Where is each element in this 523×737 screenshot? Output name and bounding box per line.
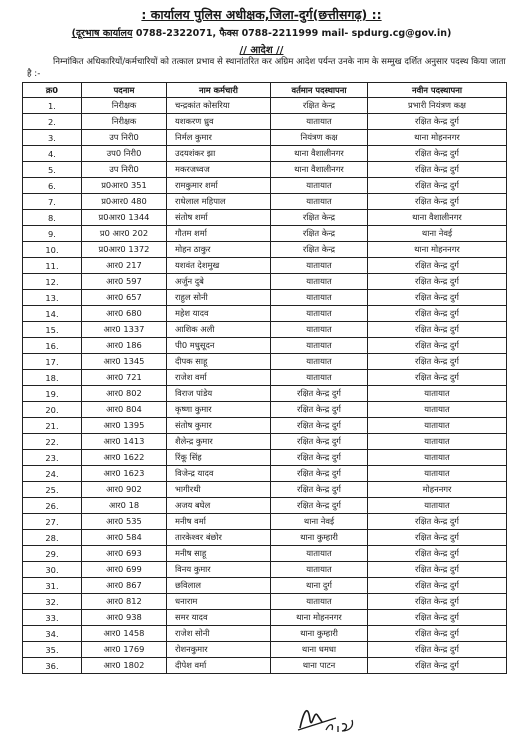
serial-number-cell: 19. xyxy=(23,386,82,402)
current-posting-cell: यातायात xyxy=(271,322,368,338)
table-row xyxy=(23,594,507,610)
table-row xyxy=(23,290,507,306)
current-posting-cell: यातायात xyxy=(271,546,368,562)
employee-name-cell: समर यादव xyxy=(167,610,271,626)
table-row xyxy=(23,210,507,226)
new-posting-cell: रक्षित केन्द्र दुर्ग xyxy=(368,610,507,626)
serial-number-cell: 33. xyxy=(23,610,82,626)
designation-cell: आर0 1622 xyxy=(82,450,167,466)
new-posting-cell: यातायात xyxy=(368,450,507,466)
employee-name-cell: उदयशंकर झा xyxy=(167,146,271,162)
serial-number-cell: 22. xyxy=(23,434,82,450)
table-row xyxy=(23,242,507,258)
table-row xyxy=(23,354,507,370)
new-posting-cell: रक्षित केन्द्र दुर्ग xyxy=(368,162,507,178)
designation-cell: आर0 693 xyxy=(82,546,167,562)
designation-cell: उप निरी0 xyxy=(82,162,167,178)
employee-name-cell: चन्द्रकांत कोसरिया xyxy=(167,98,271,114)
current-posting-cell: यातायात xyxy=(271,338,368,354)
contact-details: 0788-2322071, फैक्स 0788-2211999 mail- spdurg.cg@gov.in) xyxy=(135,28,452,39)
header-designation: पदनाम xyxy=(82,83,167,98)
serial-number-cell: 23. xyxy=(23,450,82,466)
employee-name-cell: राहुल सोनी xyxy=(167,290,271,306)
new-posting-cell: रक्षित केन्द्र दुर्ग xyxy=(368,514,507,530)
new-posting-cell: रक्षित केन्द्र दुर्ग xyxy=(368,530,507,546)
employee-name-cell: मनीष वर्मा xyxy=(167,514,271,530)
new-posting-cell: रक्षित केन्द्र दुर्ग xyxy=(368,562,507,578)
designation-cell: प्र0आर0 1372 xyxy=(82,242,167,258)
table-row xyxy=(23,322,507,338)
current-posting-cell: रक्षित केन्द्र दुर्ग xyxy=(271,386,368,402)
serial-number-cell: 2. xyxy=(23,114,82,130)
header-new-posting: नवीन पदस्थापना xyxy=(368,83,507,98)
designation-cell: आर0 680 xyxy=(82,306,167,322)
serial-number-cell: 1. xyxy=(23,98,82,114)
serial-number-cell: 26. xyxy=(23,498,82,514)
designation-cell: आर0 217 xyxy=(82,258,167,274)
employee-name-cell: अर्जुन दुबे xyxy=(167,274,271,290)
serial-number-cell: 34. xyxy=(23,626,82,642)
current-posting-cell: यातायात xyxy=(271,178,368,194)
current-posting-cell: थाना वैशालीनगर xyxy=(271,162,368,178)
table-row xyxy=(23,194,507,210)
current-posting-cell: थाना पाटन xyxy=(271,658,368,674)
table-body xyxy=(23,98,507,674)
designation-cell: प्र0आर0 480 xyxy=(82,194,167,210)
current-posting-cell: रक्षित केन्द्र दुर्ग xyxy=(271,482,368,498)
table-row xyxy=(23,450,507,466)
employee-name-cell: विनय कुमार xyxy=(167,562,271,578)
new-posting-cell: रक्षित केन्द्र दुर्ग xyxy=(368,338,507,354)
employee-name-cell: दीपेश वर्मा xyxy=(167,658,271,674)
serial-number-cell: 16. xyxy=(23,338,82,354)
employee-name-cell: राजेश सोनी xyxy=(167,626,271,642)
table-row xyxy=(23,306,507,322)
table-row xyxy=(23,338,507,354)
table-row xyxy=(23,386,507,402)
office-title: : कार्यालय पुलिस अधीक्षक,जिला-दुर्ग(छत्तीसगढ़) :: xyxy=(141,7,382,22)
employee-name-cell: विराज पांडेय xyxy=(167,386,271,402)
table-row xyxy=(23,98,507,114)
current-posting-cell: रक्षित केन्द्र xyxy=(271,242,368,258)
new-posting-cell: रक्षित केन्द्र दुर्ग xyxy=(368,546,507,562)
employee-name-cell: महेश यादव xyxy=(167,306,271,322)
header-current-posting: वर्तमान पदस्थापना xyxy=(271,83,368,98)
current-posting-cell: यातायात xyxy=(271,370,368,386)
new-posting-cell: थाना वैशालीनगर xyxy=(368,210,507,226)
header-employee-name: नाम कर्मचारी xyxy=(167,83,271,98)
table-row xyxy=(23,162,507,178)
designation-cell: आर0 721 xyxy=(82,370,167,386)
current-posting-cell: यातायात xyxy=(271,194,368,210)
serial-number-cell: 6. xyxy=(23,178,82,194)
employee-name-cell: संतोष शर्मा xyxy=(167,210,271,226)
designation-cell: उप0 निरी0 xyxy=(82,146,167,162)
employee-name-cell: संतोष कुमार xyxy=(167,418,271,434)
designation-cell: आर0 1345 xyxy=(82,354,167,370)
serial-number-cell: 28. xyxy=(23,530,82,546)
table-row xyxy=(23,642,507,658)
table-row xyxy=(23,130,507,146)
employee-name-cell: शैलेन्द्र कुमार xyxy=(167,434,271,450)
employee-name-cell: रोशनकुमार xyxy=(167,642,271,658)
serial-number-cell: 9. xyxy=(23,226,82,242)
current-posting-cell: यातायात xyxy=(271,562,368,578)
employee-name-cell: मोहन ठाकुर xyxy=(167,242,271,258)
new-posting-cell: रक्षित केन्द्र दुर्ग xyxy=(368,146,507,162)
new-posting-cell: रक्षित केन्द्र दुर्ग xyxy=(368,594,507,610)
serial-number-cell: 7. xyxy=(23,194,82,210)
employee-name-cell: धनाराम xyxy=(167,594,271,610)
table-row xyxy=(23,482,507,498)
serial-number-cell: 20. xyxy=(23,402,82,418)
table-row xyxy=(23,178,507,194)
designation-cell: आर0 1802 xyxy=(82,658,167,674)
new-posting-cell: रक्षित केन्द्र दुर्ग xyxy=(368,370,507,386)
table-header-row xyxy=(23,83,507,98)
designation-cell: आर0 1623 xyxy=(82,466,167,482)
new-posting-cell: प्रभारी नियंत्रण कक्ष xyxy=(368,98,507,114)
designation-cell: आर0 186 xyxy=(82,338,167,354)
designation-cell: आर0 535 xyxy=(82,514,167,530)
designation-cell: आर0 902 xyxy=(82,482,167,498)
serial-number-cell: 5. xyxy=(23,162,82,178)
serial-number-cell: 8. xyxy=(23,210,82,226)
new-posting-cell: रक्षित केन्द्र दुर्ग xyxy=(368,194,507,210)
employee-name-cell: आशिक अली xyxy=(167,322,271,338)
table-row xyxy=(23,114,507,130)
current-posting-cell: रक्षित केन्द्र दुर्ग xyxy=(271,450,368,466)
current-posting-cell: थाना वैशालीनगर xyxy=(271,146,368,162)
current-posting-cell: नियंत्रण कक्ष xyxy=(271,130,368,146)
serial-number-cell: 30. xyxy=(23,562,82,578)
current-posting-cell: यातायात xyxy=(271,354,368,370)
table-row xyxy=(23,418,507,434)
new-posting-cell: रक्षित केन्द्र दुर्ग xyxy=(368,178,507,194)
current-posting-cell: थाना नेवई xyxy=(271,514,368,530)
table-row xyxy=(23,146,507,162)
designation-cell: आर0 804 xyxy=(82,402,167,418)
new-posting-cell: रक्षित केन्द्र दुर्ग xyxy=(368,114,507,130)
designation-cell: आर0 1413 xyxy=(82,434,167,450)
employee-name-cell: कृष्णा कुमार xyxy=(167,402,271,418)
serial-number-cell: 31. xyxy=(23,578,82,594)
current-posting-cell: यातायात xyxy=(271,290,368,306)
order-heading: // आदेश // xyxy=(239,45,284,56)
new-posting-cell: रक्षित केन्द्र दुर्ग xyxy=(368,290,507,306)
contact-line xyxy=(0,26,523,39)
current-posting-cell: रक्षित केन्द्र दुर्ग xyxy=(271,418,368,434)
employee-name-cell: निर्मल कुमार xyxy=(167,130,271,146)
employee-name-cell: मनीष साहू xyxy=(167,546,271,562)
employee-name-cell: पी0 मधुसूदन xyxy=(167,338,271,354)
new-posting-cell: रक्षित केन्द्र दुर्ग xyxy=(368,658,507,674)
serial-number-cell: 12. xyxy=(23,274,82,290)
current-posting-cell: रक्षित केन्द्र दुर्ग xyxy=(271,498,368,514)
serial-number-cell: 13. xyxy=(23,290,82,306)
designation-cell: आर0 657 xyxy=(82,290,167,306)
employee-name-cell: मकरजध्वज xyxy=(167,162,271,178)
designation-cell: आर0 584 xyxy=(82,530,167,546)
designation-cell: आर0 18 xyxy=(82,498,167,514)
employee-name-cell: राधेलाल महिपाल xyxy=(167,194,271,210)
current-posting-cell: यातायात xyxy=(271,114,368,130)
employee-name-cell: यशकरण ध्रुव xyxy=(167,114,271,130)
table-row xyxy=(23,578,507,594)
designation-cell: प्र0 आर0 202 xyxy=(82,226,167,242)
table-row xyxy=(23,546,507,562)
table-row xyxy=(23,514,507,530)
new-posting-cell: यातायात xyxy=(368,466,507,482)
designation-cell: प्र0आर0 351 xyxy=(82,178,167,194)
serial-number-cell: 21. xyxy=(23,418,82,434)
new-posting-cell: यातायात xyxy=(368,418,507,434)
designation-cell: आर0 1337 xyxy=(82,322,167,338)
serial-number-cell: 11. xyxy=(23,258,82,274)
designation-cell: आर0 867 xyxy=(82,578,167,594)
table-row xyxy=(23,610,507,626)
designation-cell: निरीक्षक xyxy=(82,114,167,130)
new-posting-cell: यातायात xyxy=(368,498,507,514)
employee-name-cell: रिंकू सिंह xyxy=(167,450,271,466)
employee-name-cell: अजय बघेल xyxy=(167,498,271,514)
new-posting-cell: थाना नेवई xyxy=(368,226,507,242)
current-posting-cell: रक्षित केन्द्र दुर्ग xyxy=(271,402,368,418)
current-posting-cell: रक्षित केन्द्र xyxy=(271,210,368,226)
new-posting-cell: रक्षित केन्द्र दुर्ग xyxy=(368,626,507,642)
current-posting-cell: थाना कुम्हारी xyxy=(271,626,368,642)
designation-cell: उप निरी0 xyxy=(82,130,167,146)
current-posting-cell: रक्षित केन्द्र xyxy=(271,98,368,114)
current-posting-cell: यातायात xyxy=(271,258,368,274)
table-row xyxy=(23,658,507,674)
designation-cell: आर0 597 xyxy=(82,274,167,290)
intro-paragraph: निम्नांकित अधिकारियों/कर्मचारियों को तत्काल प्रभाव से स्थानांतरित कर अग्रिम आदेश पर्यन्त उनके नाम के सम्मुख दर्शित अनुसार पदस्थ किया जाता है :- xyxy=(27,57,506,79)
table-row xyxy=(23,274,507,290)
current-posting-cell: यातायात xyxy=(271,274,368,290)
employee-name-cell: रामकुमार शर्मा xyxy=(167,178,271,194)
designation-cell: प्र0आर0 1344 xyxy=(82,210,167,226)
serial-number-cell: 32. xyxy=(23,594,82,610)
table-row xyxy=(23,530,507,546)
table-row xyxy=(23,402,507,418)
designation-cell: निरीक्षक xyxy=(82,98,167,114)
current-posting-cell: रक्षित केन्द्र दुर्ग xyxy=(271,466,368,482)
serial-number-cell: 27. xyxy=(23,514,82,530)
current-posting-cell: यातायात xyxy=(271,594,368,610)
employee-name-cell: छविलाल xyxy=(167,578,271,594)
table-row xyxy=(23,258,507,274)
designation-cell: आर0 938 xyxy=(82,610,167,626)
table-row xyxy=(23,562,507,578)
serial-number-cell: 15. xyxy=(23,322,82,338)
table-row xyxy=(23,466,507,482)
employee-name-cell: यशवंत देशमुख xyxy=(167,258,271,274)
employee-name-cell: तारकेश्वर बंछोर xyxy=(167,530,271,546)
new-posting-cell: रक्षित केन्द्र दुर्ग xyxy=(368,306,507,322)
serial-number-cell: 4. xyxy=(23,146,82,162)
new-posting-cell: रक्षित केन्द्र दुर्ग xyxy=(368,258,507,274)
table-row xyxy=(23,626,507,642)
new-posting-cell: यातायात xyxy=(368,434,507,450)
current-posting-cell: थाना धमधा xyxy=(271,642,368,658)
current-posting-cell: रक्षित केन्द्र xyxy=(271,226,368,242)
new-posting-cell: मोहननगर xyxy=(368,482,507,498)
handwritten-signature xyxy=(296,700,364,734)
transfer-table xyxy=(22,82,507,674)
new-posting-cell: यातायात xyxy=(368,402,507,418)
designation-cell: आर0 699 xyxy=(82,562,167,578)
table-row xyxy=(23,498,507,514)
serial-number-cell: 36. xyxy=(23,658,82,674)
new-posting-cell: रक्षित केन्द्र दुर्ग xyxy=(368,642,507,658)
employee-name-cell: दीपक साहू xyxy=(167,354,271,370)
contact-prefix: (दूरभाष कार्यालय xyxy=(71,28,133,39)
new-posting-cell: यातायात xyxy=(368,386,507,402)
new-posting-cell: थाना मोहननगर xyxy=(368,130,507,146)
serial-number-cell: 10. xyxy=(23,242,82,258)
new-posting-cell: रक्षित केन्द्र दुर्ग xyxy=(368,354,507,370)
serial-number-cell: 25. xyxy=(23,482,82,498)
designation-cell: आर0 812 xyxy=(82,594,167,610)
current-posting-cell: रक्षित केन्द्र दुर्ग xyxy=(271,434,368,450)
new-posting-cell: रक्षित केन्द्र दुर्ग xyxy=(368,274,507,290)
new-posting-cell: रक्षित केन्द्र दुर्ग xyxy=(368,578,507,594)
designation-cell: आर0 1769 xyxy=(82,642,167,658)
designation-cell: आर0 802 xyxy=(82,386,167,402)
employee-name-cell: विजेन्द्र यादव xyxy=(167,466,271,482)
designation-cell: आर0 1395 xyxy=(82,418,167,434)
designation-cell: आर0 1458 xyxy=(82,626,167,642)
employee-name-cell: राजेश वर्मा xyxy=(167,370,271,386)
table-row xyxy=(23,226,507,242)
current-posting-cell: यातायात xyxy=(271,306,368,322)
serial-number-cell: 29. xyxy=(23,546,82,562)
current-posting-cell: थाना दुर्ग xyxy=(271,578,368,594)
table-row xyxy=(23,434,507,450)
current-posting-cell: थाना मोहननगर xyxy=(271,610,368,626)
new-posting-cell: रक्षित केन्द्र दुर्ग xyxy=(368,322,507,338)
serial-number-cell: 24. xyxy=(23,466,82,482)
serial-number-cell: 35. xyxy=(23,642,82,658)
serial-number-cell: 17. xyxy=(23,354,82,370)
employee-name-cell: गौतम शर्मा xyxy=(167,226,271,242)
serial-number-cell: 18. xyxy=(23,370,82,386)
current-posting-cell: थाना कुम्हारी xyxy=(271,530,368,546)
new-posting-cell: थाना मोहननगर xyxy=(368,242,507,258)
employee-name-cell: भागीरथी xyxy=(167,482,271,498)
serial-number-cell: 3. xyxy=(23,130,82,146)
serial-number-cell: 14. xyxy=(23,306,82,322)
header-serial: क्र0 xyxy=(23,83,82,98)
table-row xyxy=(23,370,507,386)
